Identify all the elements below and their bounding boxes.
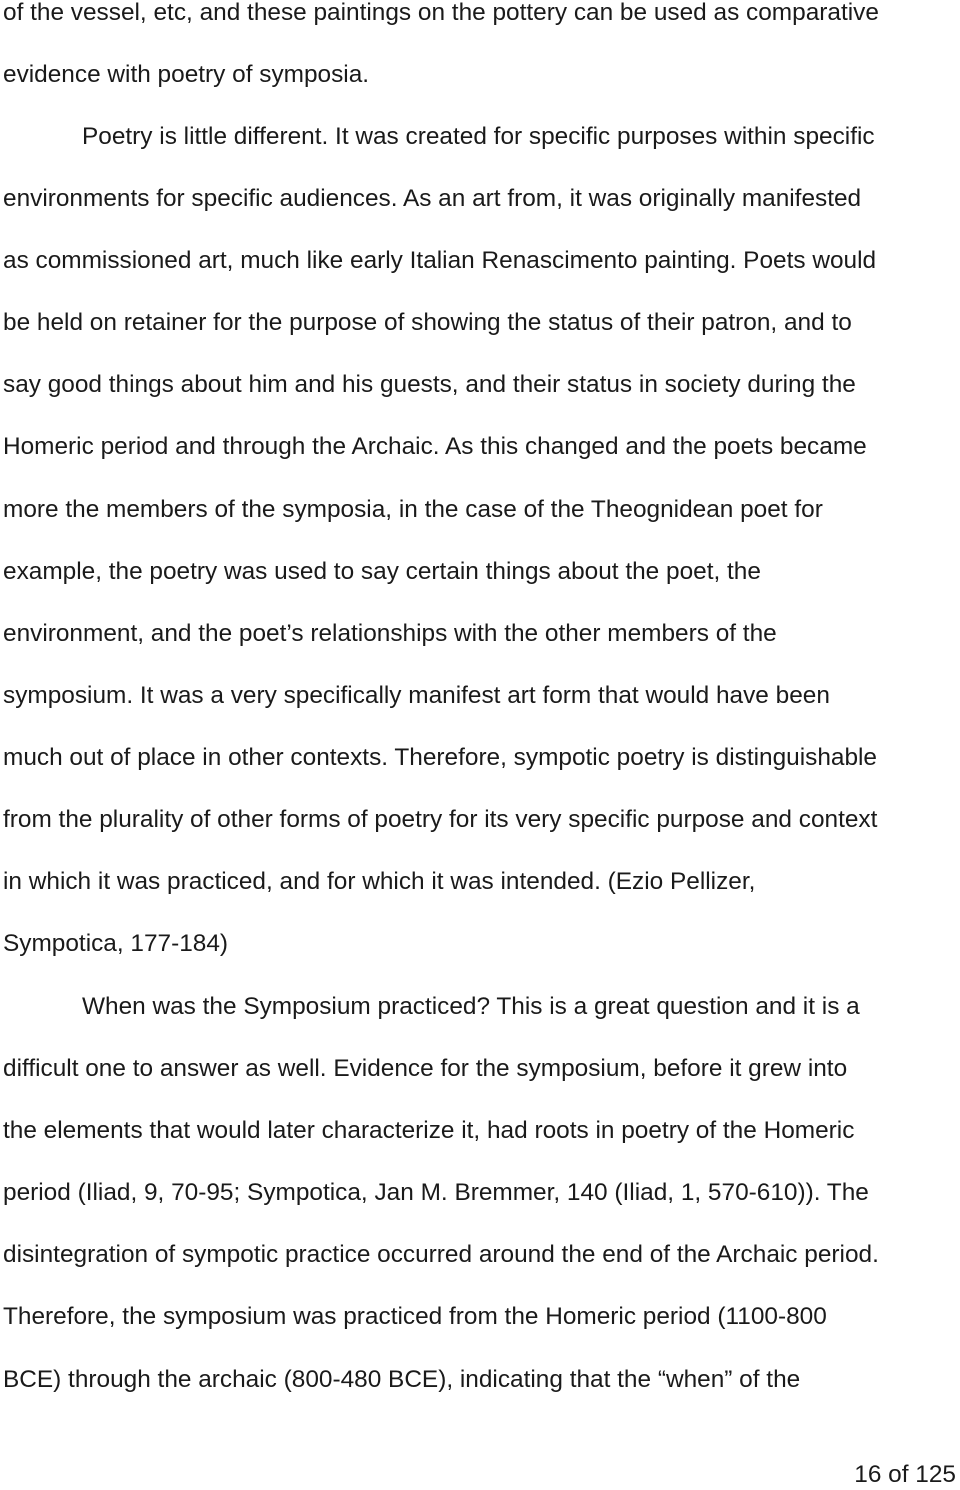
text-line: be held on retainer for the purpose of showing the status of their patron, and to [3,309,852,336]
text-line: in which it was practiced, and for which it was intended. (Ezio Pellizer, [3,868,756,895]
text-line: the elements that would later characterize it, had roots in poetry of the Homeric [3,1117,855,1144]
text-line: of the vessel, etc, and these paintings on the pottery can be used as comparative [3,0,879,26]
paragraph-start-line: Poetry is little different. It was created for specific purposes within specific [82,123,875,150]
page-number: 16 of 125 [854,1461,956,1488]
text-line: much out of place in other contexts. Therefore, sympotic poetry is distinguishable [3,744,878,771]
text-line: BCE) through the archaic (800-480 BCE), indicating that the “when” of the [3,1366,801,1393]
text-line: symposium. It was a very specifically manifest art form that would have been [3,682,830,709]
text-line: environment, and the poet’s relationships with the other members of the [3,620,777,647]
text-line: difficult one to answer as well. Evidence for the symposium, before it grew into [3,1055,848,1082]
text-line: environments for specific audiences. As an art from, it was originally manifested [3,185,862,212]
paragraph-start-line: When was the Symposium practiced? This is a great question and it is a [82,993,860,1020]
text-line: example, the poetry was used to say certain things about the poet, the [3,558,761,585]
text-line: Homeric period and through the Archaic. As this changed and the poets became [3,433,867,460]
text-line: as commissioned art, much like early Italian Renascimento painting. Poets would [3,247,877,274]
text-line: more the members of the symposia, in the case of the Theognidean poet for [3,496,823,523]
text-line: evidence with poetry of symposia. [3,61,370,88]
text-line: disintegration of sympotic practice occurred around the end of the Archaic period. [3,1241,879,1268]
text-line: Sympotica, 177-184) [3,930,229,957]
text-line: Therefore, the symposium was practiced from the Homeric period (1100-800 [3,1303,827,1330]
text-line: from the plurality of other forms of poetry for its very specific purpose and context [3,806,878,833]
text-line: say good things about him and his guests, and their status in society during the [3,371,856,398]
text-line: period (Iliad, 9, 70-95; Sympotica, Jan M. Bremmer, 140 (Iliad, 1, 570-610)). The [3,1179,869,1206]
